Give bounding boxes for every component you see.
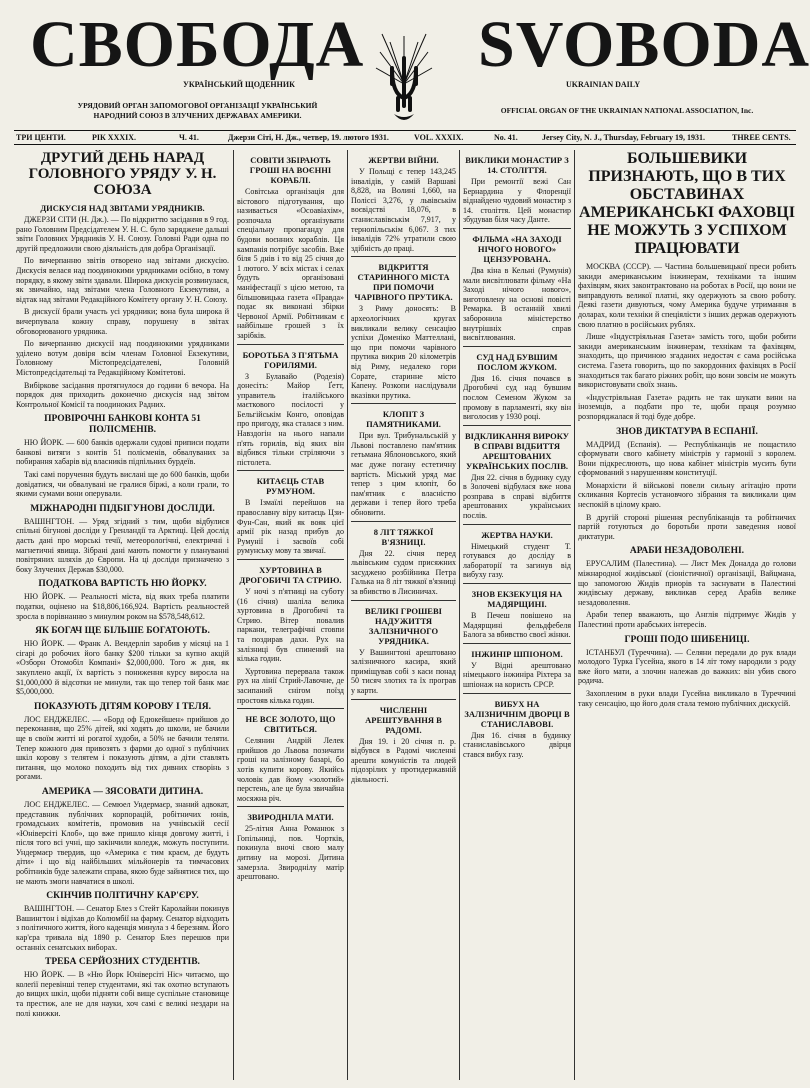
headline-film-censored: ФІЛЬМА «НА ЗАХОДІ НІЧОГО НОВОГО» ЦЕНЗУРОВАНА. [472, 233, 562, 264]
headline-spain-dictatorship: ЗНОВ ДИКТАТУРА В ЕСПАНІЇ. [616, 426, 758, 437]
article-text: Дня 16. січня в будинку станиславівського двірця стався вибух газу. [463, 730, 571, 759]
article-text: НЮ ЙОРК. — В «Ню Йорк Юніверсіті Ніс» читаємо, що колеґії перевінші тепер студентами, які так охотно вступають до вищих шкіл, щоби підняти собі вище суспільне становище та престиж, але не для науки, хоч самі є великі нездари на полі книжки. [16, 970, 229, 1018]
volume-latin: VOL. XXXIX. [414, 133, 464, 142]
article-text: Німецький студент Т. готувався до досліду в лабораторії та загинув від вибуху газу. [463, 541, 571, 580]
headline-gorillas: БОРОТЬБА З П'ЯТЬМА ГОРИЛЯМИ. [242, 349, 339, 370]
headline-bank-accounts: ПРОВІРОЧНІ БАНКОВІ КОНТА 51 ПОЛІСМЕНІВ. [44, 414, 201, 436]
article-divider [237, 806, 344, 807]
subheadline-discussion: ДИСКУСІЯ НАД ЗВІТАМИ УРЯДНИКІВ. [40, 203, 205, 213]
column-5 [578, 150, 796, 1080]
issue-number-latin: No. 41. [494, 133, 518, 142]
article-divider [463, 346, 571, 347]
headline-union-meeting: ДРУГИЙ ДЕНЬ НАРАД ГОЛОВНОГО УРЯДУ У. Н. СОЮЗА [28, 150, 217, 198]
price-cyrillic: ТРИ ЦЕНТИ. [16, 133, 66, 142]
headline-not-all-gold: НЕ ВСЕ ЗОЛОТО, ЩО СВІТИТЬСЯ. [245, 714, 336, 735]
article-divider [351, 600, 456, 601]
headline-polar-research: МІЖНАРОДНІ ПІДБІГУНОВІ ДОСЛІДИ. [30, 503, 215, 514]
article-text: НЮ ЙОРК. — 600 банків одержали судові приписи подати банкові витяги з контів 51 полісменів, обвалуваних за побирання хабарів від власників підпільних бурдеїв. [16, 438, 229, 467]
article-divider [351, 256, 456, 257]
masthead-organ-cyrillic: УРЯДОВИЙ ОРГАН ЗАПОМОГОВОЇ ОРГАНІЗАЦІЇ УКРАЇНСЬКИЙ НАРОДНИЙ СОЮЗ В ЗЛУЧЕНИХ ДЕРЖАВАХ АМЕРИКИ. [77, 101, 318, 120]
article-text: В Печеш повішено на Мадярщині фельдфебеля Балога за вбивство своєї жінки. [463, 611, 571, 640]
article-divider [463, 228, 571, 229]
article-text: В Ізмаїлі перейшов на православну віру китаєць Цзи-Фун-Сан, який як вояк цієї армії рік назад прибув до Румунії і засвоїв собі румунську мову та звичаї. [237, 498, 344, 556]
article-text: Лише «Індустріяльная Газета» замість того, щоби робити закиди американським інжинерам, технікам та фахівцям, знаходить, що причиною згаданих недостач є сама російська система. Газета говорить, що по закордонних фахівцях в Росії знаходиться так багато ріжних робіт, що вони зовсім не можуть використовувати своїх знань. [578, 332, 796, 390]
masthead-subtitle-latin: UKRAINIAN DAILY [566, 80, 641, 89]
headline-war-victims: ЖЕРТВИ ВІЙНИ. [368, 155, 439, 165]
headline-ancient-city: ВІДКРИТТЯ СТАРИННОГО МІСТА ПРИ ПОМОЧИ ЧАРІВНОГО ПРУТИКА. [354, 262, 453, 303]
headline-bolsheviks-admit: БОЛЬШЕВИКИ ПРИЗНАЮТЬ, ЩО В ТИХ ОБСТАВИНАХ АМЕРИКАНСЬКІ ФАХОВЦІ НЕ МОЖУТЬ З УСПІХОМ ПРАЦЮВАТИ [579, 150, 795, 257]
article-text: Дня 16. січня почався в Дрогобичі суд над бувшим послом Семеном Жуком за промову в парламенті, яку він виголосив у 1930 році. [463, 373, 571, 422]
headline-radom-arrests: ЧИСЛЕННІ АРЕШТУВАННЯ В РАДОМІ. [365, 704, 442, 735]
article-text: НЮ ЙОРК. — Франк А. Вендерліп заробив у місяці на 1 сігарі до робочих його банку $200 тільки за купно акцій «Озборн Отомобіл Компані» $2,000,000. Того ж дня, як закуплено акції, їх вартість з пониження курсу виросла на $1,000,000 й відсотки не минули, так що тепер той банк має $5,000,000. [16, 639, 229, 697]
article-divider [237, 559, 344, 560]
column-divider [574, 150, 575, 1080]
headline-monastery: ВИКЛИКИ МОНАСТИР З 14. СТОЛІТТЯ. [465, 155, 569, 175]
column-divider [459, 150, 460, 1080]
headline-blizzard: ХУРТОВИНА В ДРОГОБИЧІ ТА СТРИЮ. [239, 565, 342, 585]
article-text: Хуртовина перервала також рух на лінії Стрий-Лавочне, де засипаний снігом поїзд простояв кілька годин. [237, 666, 344, 705]
headline-arabs-dissatisfied: АРАБИ НЕЗАДОВОЛЕНІ. [629, 546, 745, 557]
headline-verdict-recall: ВІДКЛИКАННЯ ВИРОКУ В СПРАВІ ВІДБИТТЯ АРЕШТОВАНИХ УКРАЇНСЬКИХ ПОСЛІВ. [465, 430, 569, 471]
headline-science-victim: ЖЕРТВА НАУКИ. [481, 529, 553, 540]
article-text: У ночі з п'ятниці на суботу (16 січня) шаліла велика хуртовина в Дрогобичі та Стрию. Вітер повалив паркани, телеграфічні стовпи та поздирав дахи. Рух на залізниці був спинений на кілька годин. [237, 587, 344, 664]
article-text: Такі самі поручення будуть вислані ще до 600 банків, щоби довідатися, чи обвалувані не гралися біржі, а коли грали, то якими сумами вони оперували. [16, 470, 229, 499]
article-text: Два кіна в Кельні (Румунія) мали висвітлювати фільму «На Заході нічого нового», виготовлену на основі повісті Ремарка. В останній хвилі заборонила міністерство внутрішніх справ висвітлювання. [463, 265, 571, 343]
column-3 [351, 150, 456, 1080]
headline-america-child: АМЕРИКА — ЗЯСОВАТИ ДИТИНА. [41, 786, 204, 797]
article-text: НЮ ЙОРК. — Реальності міста, від яких треба платити податки, оцінено на $18,806,166,924. Вартість реальностей зросла в порівнанню з минулим роком на $578,548,612. [16, 592, 229, 621]
article-text: У Польщі є тепер 143,245 інвалідів, у самій Варшаві 8,828, на Волині 1,660, на Поліссі 3,276, у львівськім воєвідстві 18,076, в станиславівськім 7,917, у тернопільськім 6,067. З тих інвалідів 72% утратили свою здібність до праці. [351, 167, 456, 253]
article-text: По вичерпанню дискусії над поодинокими урядниками уділено вотум довіря всім членам Головної Екзекутиви, Головному Містопредсідателеві, Головній Містопредсідательці та Редакційному Комітетові. [16, 339, 229, 377]
article-divider [463, 425, 571, 426]
article-text: Вибіркове засідання протягнулося до години 6 вечора. На порядок дня приходить доконечно дискусія над звітом Контрольної Комісії та поодиноких Радних. [16, 380, 229, 409]
article-text: Дня 22. січня перед львівським судом присяжних засуджено розбійника Петра Галька на 8 літ тяжкої в'язниці за вбивство в Лисиничах. [351, 548, 456, 596]
headline-cow-calf: ПОКАЗУЮТЬ ДІТЯМ КОРОВУ І ТЕЛЯ. [34, 701, 211, 712]
place-date-cyrillic: Джерзи Сіті, Н. Дж., четвер, 19. лютого 1931. [228, 133, 389, 142]
article-text: З Булавайо (Родезія) донесіть: Майор Ґетт, управитель італійського маєткового посілості у Бельгійськім Конго, оповідав про пригоду, яка сталася з ним. Навздогін на нього напали п'ять горилів, від яких він відбився тільки стріляючи з пістолета. [237, 371, 344, 467]
article-text: ВАШІНГТОН. — Сенатор Блез з Стейт Каролайни покинув Вашингтон і відіхав до Колюмбії на фарму. Сенатор відходить з політичного життя, його каденція минула з 4 березням. Його кар'єра тривала від 1890 р. Сенатор Блез перешов при останніх сенатських виборах. [16, 904, 229, 952]
article-text: В другій стороні рішення республіканців та робітничих партій готуються до боротьби проти заведення нової диктатури. [578, 512, 796, 541]
article-text: З Риму доносять: В археологічних кругах викликали велику сенсацію успіхи Доменіко Маттеллані, що при помочи чарівного прутика викрив 20 кілометрів від Риму, недалеко гори Сорате, старинне місто Капену. Розкопи наслідували вказівки прутика. [351, 304, 456, 400]
masthead-title-cyrillic: СВОБОДА [30, 8, 365, 81]
article-text: По вичерпанню звітів отворено над звітами дискусію. Дискусія велася над поодинокими урядниками осібно, в тому порядку, в якому звіти здавали. Широка дискусія розвинулася, як звичайно, над звітами члена Головного Екзекутиви, а відтак над звітами Редакційного Комітету органу У. Н. Союзу. [16, 256, 229, 304]
price-latin: THREE CENTS. [732, 133, 791, 142]
article-text: ВАШІНГТОН. — Уряд згідний з тим, щоби відбулися спільні бігунові досліди у Гренландії та Арктиці. Цей дослід дасть дані про морські течії, метеорологічні, електричні і магнетичні явища. Зібрані дані мають помогти у плануванні повітряних шляхів до Європи. На ці досліди призначено з боку Злучених Держав $30,000. [16, 516, 229, 574]
headline-serious-students: ТРЕБА СЕРЙОЗНИХ СТУДЕНТІВ. [45, 957, 200, 968]
article-divider [237, 708, 344, 709]
headline-execution: ЗНОВ ЕКЗЕКУЦІЯ НА МАДЯРЩИНІ. [471, 589, 563, 610]
masthead-title-latin: SVOBODA [478, 8, 810, 81]
trident-emblem-icon [372, 28, 436, 130]
headline-tax-value: ПОДАТКОВА ВАРТІСТЬ НЮ ЙОРКУ. [38, 579, 207, 590]
issue-number-cyrillic: Ч. 41. [179, 133, 199, 142]
article-text: ДЖЕРЗИ СІТИ (Н. Дж.). — По відкриттю засідання в 9 год. рано Головним Предсідателем У. Н. С. було заряджене дальші звіти Головних Урядників У. Н. Союзу. Головні Ради одна по другій предложили свою діяльність для добра Організації. [16, 215, 229, 253]
article-text: 25-літня Анна Романюк з Гопільниці, пов. Чортків, покинула вночі свою малу дитину на морозі. Дитина замерзла. Звироднілу матір арештовано. [237, 824, 344, 882]
article-text: При ремонтії вежі Сан Бернардина у Флоренції віднайдено чудовий монастир з 14. століття. Цей монастир збудував біля часу Данте. [463, 177, 571, 225]
article-text: Монархісти й військові повели сильну агітацію проти скликання Кортесів установчого зібрання та викликали цим неспокій в цілому краю. [578, 480, 796, 510]
headline-political-career: СКІНЧИВ ПОЛІТИЧНУ КАР'ЄРУ. [46, 891, 199, 902]
article-divider [351, 699, 456, 700]
headline-explosion: ВИБУХ НА ЗАЛІЗНИЧНІМ ДВОРЦІ В СТАНИСЛАВОВІ. [464, 698, 570, 729]
article-text: Захопленим в руки влади Гусейна викликало в Туреччині таку сенсацію, що його доля стала темою публічних дискусій. [578, 688, 796, 708]
article-divider [463, 643, 571, 644]
article-text: При вул. Трибунальській у Львові поставлено пам'ятник гетьмана Яблоновського, який має дуже погану естетичну вартість. Міський уряд має тепер з цим клопіт, бо пам'ятник є власністю держави і тепер його треба обновити. [351, 431, 456, 518]
article-text: В дискусії брали участь усі урядники; вона була широка й вичерпувала кожну справу, порушену в звітах обговорюваного урядника. [16, 307, 229, 336]
article-divider [463, 524, 571, 525]
article-text: Араби тепер вважають, що Англія підтримує Жидів у Палестині проти арабських інтересів. [578, 610, 796, 629]
article-text: ЕРУСАЛИМ (Палестина). — Лист Мек Доналда до голови міжнародної жидівської (сіоністичної) організації, Вайцмана, що запомогою Жидів приорів та заснувати в Палестині жидівську державу, викликав серед Арабів велике незадоволення. [578, 559, 796, 607]
place-date-latin: Jersey City, N. J., Thursday, February 19, 1931. [542, 133, 705, 142]
year-cyrillic: РІК XXXIX. [92, 133, 137, 142]
headline-engineer-spy: ІНЖИНІР ШПІОНОМ. [471, 648, 563, 659]
article-text: ЛОС ЕНДЖЕЛЕС. — «Борд оф Едюкейшен» прийшов до переконання, що 25% дітей, які ходять до школи, не бачили ще в своїм житті ні рогатої худоби, а 50% не бачили теляти. Тепер кожного дня привозять з фарми до одної з публічних шкіл корову з телятем і показують дітям, а діти ставлять питання, що молоко походить від тих дивних створінь з рогами. [16, 714, 229, 782]
column-divider [347, 150, 348, 1080]
headline-railway-clerk: ВЕЛИКІ ГРОШЕВІ НАДУЖИТТЯ ЗАЛІЗНИЧНОГО УРЯДНИКА. [365, 605, 442, 646]
headline-rich-richer: ЯК БОГАЧ ЩЕ БІЛЬШЕ БОГАТОЮТЬ. [35, 626, 210, 637]
headline-chinese-romanian: КИТАЄЦЬ СТАВ РУМУНОМ. [256, 476, 325, 497]
article-divider [463, 693, 571, 694]
article-text: Дня 22. січня в будинку суду в Золочеві відбулася вже нова розправа в справі відбиття арештованих українських послів. [463, 472, 571, 521]
headline-monuments: КЛОПІТ З ПАМЯТНИКАМИ. [366, 409, 441, 430]
article-text: Совітська організація для вістового підготування, що називається «Осоавіахім», розпочала організувати спеціальну пропаганду для будови воєнних кораблів. Ця кампанія потрібує засобів. Вже біля 5 днів і то від 25 січня до 1 лютого. У всіх містах і селах будуть організовані маніфестації з цією метою, та більшовицька газета «Правда» подає як виконані збірки Червоної Армії. Робітникам є найбільше грошей з їх зарібків. [237, 187, 344, 340]
article-divider [237, 344, 344, 345]
article-text: ЛОС ЕНДЖЕЛЕС. — Семюел Ундермаєр, знаний адвокат, представник публічних корпорацій, робітничих юнів, громадських комітетів, промовив на учнівській сесії «Юніверсіті Клоб», що вже пришло кінця довгому житті, і після того всі учні, що закінчили коледж, можуть поступити. Ундермаєр твердив, що «Америка є тим краєм, де будуть діти» і що від найбільших мільйонерів та тимчасових робітників буде залежати справа, якою буде зайнятися тих, що не мають змоги навчатися в школі. [16, 799, 229, 886]
article-text: «Індустріяльная Газета» радить не так шукати вини на іноземців, а подбати про те, щоби праця розумно розпоряджалася й тоді буде добре. [578, 392, 796, 421]
column-divider [233, 150, 234, 1080]
column-4 [463, 150, 571, 1080]
article-divider [463, 583, 571, 584]
headline-mother: ЗВИРОДНІЛА МАТИ. [247, 812, 334, 823]
article-divider [351, 521, 456, 522]
article-divider [237, 470, 344, 471]
dateline [14, 130, 796, 145]
article-divider [351, 403, 456, 404]
article-text: МОСКВА (СССР). — Частина большевицької преси робить закиди американським інжинерам, техніками та іншим фахівцям, яких законтрактовано на роботах в Росії, що вони не виправдують великої платні, яку одержують за свою роботу. Деякі газети дивуються, чому Америка будуче утримання в доларах, коли техніки й спеціялісти з інших держав одержують свою платню в російських рублях. [578, 262, 796, 329]
article-text: У Відні арештовано німецького інжиніра Ріхтера за шпіонаж на користь СРСР. [463, 660, 571, 689]
masthead-organ-latin: OFFICIAL ORGAN OF THE UKRAINIAN NATIONAL ASSOCIATION, Inc. [500, 106, 754, 115]
masthead-subtitle-cyrillic: УКРАЇНСЬКИЙ ЩОДЕННИК [183, 80, 295, 89]
article-text: ІСТАНБУЛ (Туреччина). — Селяни передали до рук влади молодого Турка Гусейна, якого в 14 літ тому народили з роду вже його мати, а злочин належав до важких: він убив свого родича. [578, 647, 796, 686]
masthead [0, 0, 810, 143]
column-2 [237, 150, 344, 1080]
article-text: Селянин Андрій Лелек прийшов до Львова позичати гроші на залізному базарі, бо хотів купити корову. Якийсь чоловік дав йому «золотий» перстень, але це була звичайна мосяжна річ. [237, 736, 344, 803]
article-text: МАДРИД (Еспанія). — Республіканців не пощастило сформувати свого кабінету міністрів у гармонії з королем. Вони підкреслюють, що нова кабінет міністрів мусить бути сформований з нарушенням конституції. [578, 439, 796, 478]
article-text: У Вашингтоні арештовано залізничного касира, який приміщував собі з каси понад 50 тисяч злотих та їх програв у карти. [351, 647, 456, 695]
column-1 [16, 150, 229, 1080]
article-text: Дня 19. і 20 січня п. р. відбувся в Радомі численні арешти комуністів та людей підозрілих у протидержавній діяльності. [351, 736, 456, 784]
headline-soviet-warships: СОВІТИ ЗБІРАЮТЬ ГРОШІ НА ВОЄННІ КОРАБЛІ. [249, 155, 332, 185]
headline-gallows: ГРОШІ ПОДО ШИБЕНИЦІ. [624, 634, 750, 645]
headline-prison: 8 ЛІТ ТЯЖКОЇ В'ЯЗНИЦІ. [373, 526, 434, 547]
headline-trial-zhuk: СУД НАД БУВШИМ ПОСЛОМ ЖУКОМ. [476, 351, 558, 372]
